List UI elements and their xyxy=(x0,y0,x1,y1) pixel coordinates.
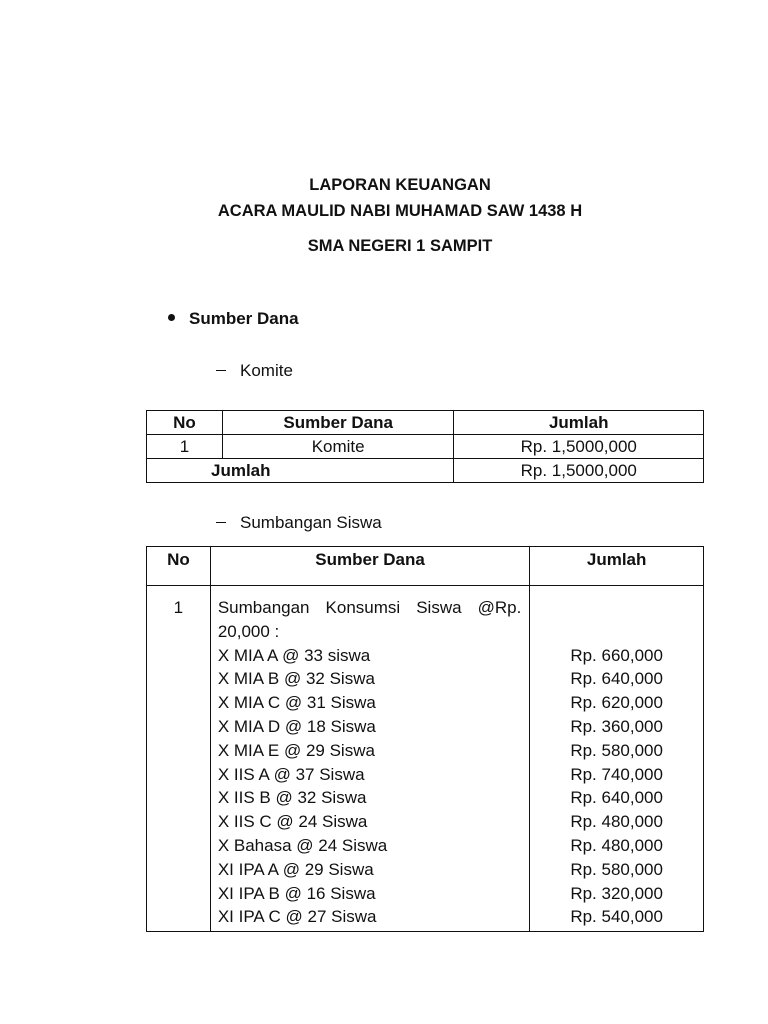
class-item-label: X MIA E @ 29 Siswa xyxy=(217,740,375,760)
class-item-label: XI IPA A @ 29 Siswa xyxy=(217,859,374,879)
siswa-table xyxy=(146,546,704,932)
column-header-no: No xyxy=(147,547,211,586)
cell-source: Komite xyxy=(222,435,454,459)
subheading-komite xyxy=(216,361,293,381)
column-header-no: No xyxy=(147,411,223,435)
column-header-source: Sumber Dana xyxy=(210,547,529,586)
total-amount: Rp. 1,5000,000 xyxy=(454,459,704,483)
class-item-label: X MIA C @ 31 Siswa xyxy=(217,693,376,713)
contribution-intro: Sumbangan Konsumsi Siswa @Rp. xyxy=(217,598,522,617)
class-item-amount: Rp. 540,000 xyxy=(570,907,663,927)
school-name: SMA NEGERI 1 SAMPIT xyxy=(307,237,493,255)
column-header-amount: Jumlah xyxy=(454,411,704,435)
class-item-amount: Rp. 480,000 xyxy=(570,812,663,832)
table-header-row xyxy=(147,547,704,586)
komite-table xyxy=(146,410,704,483)
class-item-amount: Rp. 620,000 xyxy=(570,693,663,713)
cell-amount: Rp. 1,5000,000 xyxy=(454,435,704,459)
contribution-intro-rate: 20,000 : xyxy=(217,621,280,641)
class-item-label: XI IPA C @ 27 Siswa xyxy=(217,907,377,927)
report-title: LAPORAN KEUANGAN xyxy=(309,176,491,194)
class-item-amount: Rp. 360,000 xyxy=(570,716,663,736)
subheading-siswa-label: Sumbangan Siswa xyxy=(240,513,382,532)
class-item-amount: Rp. 660,000 xyxy=(570,645,663,665)
class-item-label: X IIS A @ 37 Siswa xyxy=(217,764,365,784)
bullet-icon xyxy=(168,314,175,321)
class-item-label: XI IPA B @ 16 Siswa xyxy=(217,883,376,903)
column-header-amount: Jumlah xyxy=(530,547,704,586)
dash-icon xyxy=(216,370,226,371)
total-label: Jumlah xyxy=(147,459,454,483)
subheading-siswa xyxy=(216,513,382,533)
class-item-label: X MIA D @ 18 Siswa xyxy=(217,716,376,736)
class-item-amount: Rp. 480,000 xyxy=(570,835,663,855)
subheading-komite-label: Komite xyxy=(240,361,293,380)
section-heading-label: Sumber Dana xyxy=(189,309,299,328)
class-item-amount: Rp. 640,000 xyxy=(570,669,663,689)
table-row xyxy=(147,435,704,459)
class-item-label: X Bahasa @ 24 Siswa xyxy=(217,835,388,855)
class-item-label: X IIS B @ 32 Siswa xyxy=(217,788,367,808)
class-item-label: X IIS C @ 24 Siswa xyxy=(217,812,368,832)
class-item-amount: Rp. 580,000 xyxy=(570,859,663,879)
table-header-row xyxy=(147,411,704,435)
class-item-amount: Rp. 640,000 xyxy=(570,788,663,808)
class-item-label: X MIA A @ 33 siswa xyxy=(217,645,371,665)
section-heading xyxy=(168,309,299,329)
cell-source xyxy=(210,586,529,932)
class-item-label: X MIA B @ 32 Siswa xyxy=(217,669,375,689)
class-item-amount: Rp. 320,000 xyxy=(570,883,663,903)
cell-amount xyxy=(530,586,704,932)
event-title: ACARA MAULID NABI MUHAMAD SAW 1438 H xyxy=(217,202,583,220)
class-item-amount: Rp. 580,000 xyxy=(570,740,663,760)
class-item-amount: Rp. 740,000 xyxy=(570,764,663,784)
table-row xyxy=(147,586,704,932)
cell-no: 1 xyxy=(147,435,223,459)
dash-icon xyxy=(216,522,226,523)
table-total-row xyxy=(147,459,704,483)
column-header-source: Sumber Dana xyxy=(222,411,454,435)
cell-no: 1 xyxy=(147,586,211,932)
